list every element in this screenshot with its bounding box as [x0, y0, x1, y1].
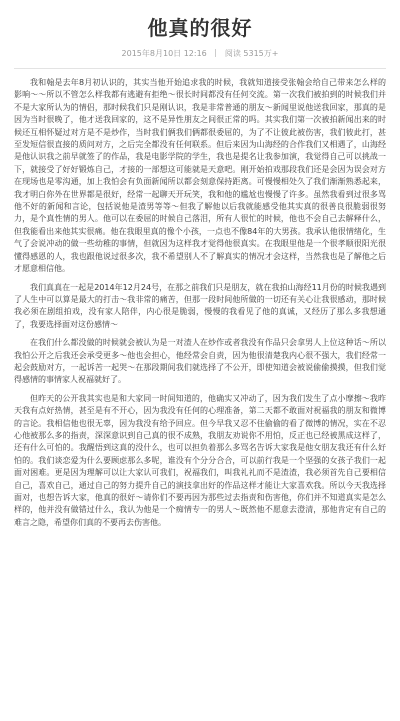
- meta-divider: [215, 49, 216, 57]
- title-divider: [14, 68, 386, 69]
- paragraph: 我们真真在一起是2014年12月24号，在那之前我们只是朋友，就在我拍山海经11月份的时候我遇到了人生中可以算是最大的打击～我非常的痛苦，但那一段时间他所做的一切还有关心让我很感动，那时候我必须在剧组拍戏，没有家人陪伴，内心很是脆弱，慢慢的我看见了他的真诚，又经历了那么多我想通了，我要选择面对这份感情～: [14, 282, 386, 329]
- paragraph: 但昨天的公开我其实也是和大家同一时间知道的，他确实又冲动了，因为我们发生了点小摩擦～我昨天我有点好热情，甚至是有不开心，因为我没有任何的心理准备，第二天都不敢面对祝福我的朋友和微博的言论。我相信他也很无辜，因为我没有给予回应。但今早我又忍不住偷偷的看了微博的情况，实在不忍心他被那么多的指责，深深意识到自己真的很不成熟，我朋友劝说你不用怕，反正也已经被黑成这样了，还有什么可怕的。我醒悟到这真的没什么，也可以担负着那么多骂名告诉大家我是他女朋友我还有什么好怕的。我们谈恋爱为什么要顾虑那么多呢，谁没有个分分合合，可以前行我是一个坚强的女孩子我们一起面对困难。更是因为理解可以让大家认可我们，祝福我们，叫我礼礼而不是渣渣，我必须首先自己要相信自己，喜欢自己，通过自己的努力提升自己的演技拿出好的作品这样才能让大家喜欢我。所以今天我选择面对，也想告诉大家，他真的很好～请你们不要再因为那些过去指责和伤害他，你们并不知道真实是怎么样的，他并没有做错过什么，我认为他是一个痴情专一的男人～既然他不愿意去澄清，那他肯定有自己的难言之隐，希望你们真的不要再去伤害他。: [14, 393, 386, 527]
- read-count: 5315万+: [243, 49, 279, 58]
- read-label: 阅读: [224, 49, 241, 58]
- article-meta: [14, 48, 386, 60]
- publish-date: 2015年8月10日 12:16: [121, 49, 207, 58]
- article-title: 他真的很好: [147, 16, 253, 40]
- paragraph: 在我们什么都没做的时候就会被认为是一对渣人在炒作或者我没有作品只会拿男人上位这种话～所以我怕公开之后我还会承受更多～他也会担心，他经常会自责，因为他很清楚我内心很不强大，我们经常一起会鼓励对方，一起诉苦一起哭～在那段期间我们就选择了不公开，即使知道会被说偷偷摸摸，但我们觉得感情的事情家人祝福就好了。: [14, 338, 386, 385]
- paragraph: 我和翰是去年8月初认识的，其实当他开始追求我的时候，我就知道接受张翰会给自己带来怎么样的影响～～所以不管怎么样我都有逃避有拒绝～很长时间都没有任何交流。第一次我们被拍到的时候我们并不是大家所认为的情侣，那时候我们只是刚认识，我是非常普通的朋友～新闻里说他送我回家，那真的是因为当时很晚了，他才送我回家的，这不是异性朋友之间很正常的吗。其实我们第一次被拍新闻出来的时候还互相怀疑过对方是不是炒作，当时我们俩我们俩都很委屈的，为了不让彼此被伤害，我们彼此打，甚至发短信很直接的质问对方，之后完全都没有任何联系。但后来因为山海经的合作我们又相遇了，山海经是他认识我之前早就签了的作品，我是电影学院的学生，我也是提名让我参加演，我觉得自己可以挑战一下，就接受了好好锻炼自己，才接的一部想这可能就是天意吧。刚开始拍戏那段我们还是会因为误会对方在现场也是零沟通，加上我怕会有负面新闻所以都会刻意保持距离。可慢慢相处久了我们渐渐熟悉起来，我才明白你外在世界都是很好，经常一起聊天开玩笑，我和他的尴尬也慢慢了许多。虽然我看到过很多骂他不好的新闻和言论，包括说他是渣男等等～但我了解他以后我就能感受他其实真的很善良很脆弱很努力，是个真性情的男人。他可以在委屈的时候自己落泪，所有人很忙的时候，他也不会自己去解释什么，但我能看出来他其实很痛。他在我眼里真的像个小孩，一点也不像84年的大男孩。我承认他很情绪化，生气了会说冲动的做一些幼稚的事情，但就因为这样我才觉得他很真实。在我眼里他是一个很孝顺很阳光很懂得感恩的人，我也跟他说过很多次，我不希望别人不了解真实的情况才会这样，当然我也是了解他之后才愿意相信他。: [14, 78, 386, 274]
- article-body: [14, 77, 386, 529]
